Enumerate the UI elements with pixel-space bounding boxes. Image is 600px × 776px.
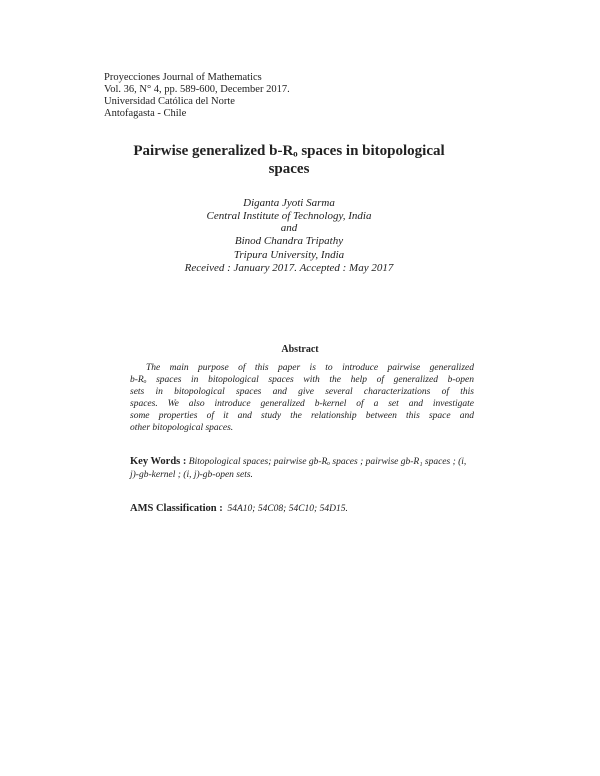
journal-volume: Vol. 36, N° 4, pp. 589-600, December 2017.	[104, 84, 290, 95]
ams-codes: 54A10; 54C08; 54C10; 54D15.	[227, 504, 348, 514]
received-accepted-dates: Received : January 2017. Accepted : May 2017	[184, 262, 394, 274]
journal-location: Antofagasta - Chile	[104, 108, 187, 119]
paper-title-line2: spaces	[268, 161, 310, 177]
journal-name: Proyecciones Journal of Mathematics	[104, 72, 262, 83]
abstract-line: The main purpose of this paper is to introduce pairwise generalized	[146, 363, 474, 373]
abstract-line: other bitopological spaces.	[130, 423, 234, 433]
abstract-line: b-Rₒ spaces in bitopological spaces with the help of generalized b-open	[130, 375, 474, 385]
author-name: Binod Chandra Tripathy	[234, 235, 344, 247]
abstract-line: some properties of it and study the relationship between this space and	[130, 411, 474, 421]
abstract-line: spaces. We also introduce generalized b-kernel of a set and investigate	[130, 399, 474, 409]
ams-label: AMS Classification :	[130, 503, 223, 514]
author-affiliation: Central Institute of Technology, India	[206, 210, 372, 222]
author-affiliation: Tripura University, India	[233, 249, 345, 261]
journal-university: Universidad Católica del Norte	[104, 96, 235, 107]
author-name: Diganta Jyoti Sarma	[243, 197, 335, 209]
abstract-heading: Abstract	[281, 344, 319, 355]
paper-title-line1: Pairwise generalized b-Rₒ spaces in bitopological	[133, 143, 445, 159]
keywords-label: Key Words :	[130, 456, 187, 467]
abstract-line: sets in bitopological spaces and give several characterizations of this	[130, 387, 474, 397]
keywords	[130, 456, 474, 481]
ams-classification	[130, 503, 474, 516]
keywords-text: Bitopological spaces; pairwise gb-Rₒ spaces ; pairwise gb-R₁ spaces ; (i, j)-gb-kernel ; (i, j)-gb-open sets.	[130, 457, 467, 480]
author-conjunction: and	[280, 222, 298, 234]
